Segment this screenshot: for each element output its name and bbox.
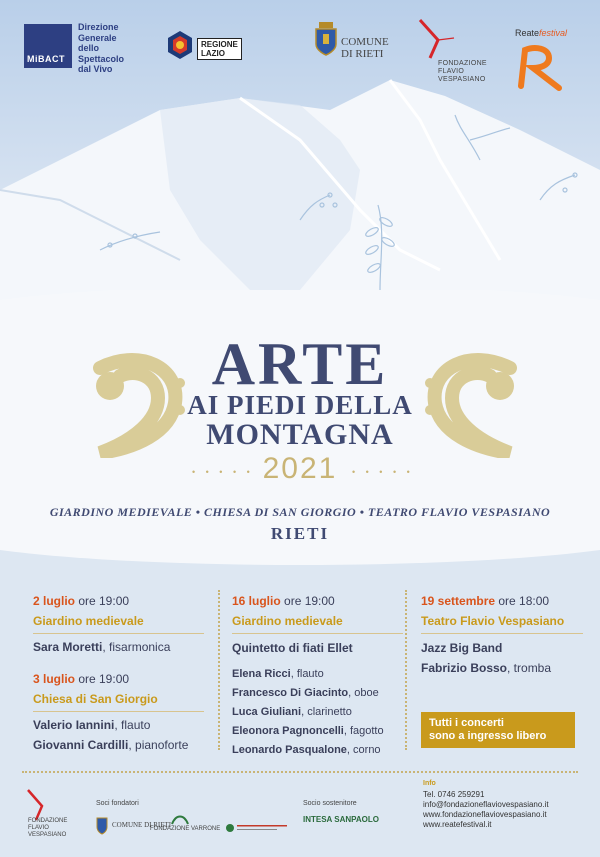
event-datetime xyxy=(33,672,213,686)
city-name: RIETI xyxy=(270,524,330,543)
event-time: ore 19:00 xyxy=(75,594,130,608)
title-arte: ARTE xyxy=(211,331,389,397)
regione-line: LAZIO xyxy=(201,49,225,58)
event-datetime xyxy=(232,594,412,608)
comune-line: DI RIETI xyxy=(341,48,384,60)
performer xyxy=(232,686,412,700)
event-venue: Giardino medievale xyxy=(232,614,403,634)
reate-festival-logo xyxy=(515,28,585,98)
comune-label xyxy=(341,36,389,60)
reate-suffix: festival xyxy=(539,28,568,38)
performer-name: Eleonora Pagnoncelli xyxy=(232,725,344,737)
event-date: 16 luglio xyxy=(232,594,281,608)
event-time: ore 19:00 xyxy=(280,594,335,608)
footer-intesa-logo: INTESA SANPAOLO xyxy=(303,815,380,824)
performer-role: , fisarmonica xyxy=(102,640,171,654)
reate-prefix: Reate xyxy=(515,28,540,38)
contact-info xyxy=(423,790,549,830)
footer-comune-logo: COMUNE DI RIETI xyxy=(112,821,172,829)
flavio-label xyxy=(438,60,487,84)
performer xyxy=(33,718,213,732)
footer-rieti-crest-icon xyxy=(96,815,108,835)
performer-role: , flauto xyxy=(290,668,324,680)
direzione-line: Direzione xyxy=(78,22,119,32)
performer-name: Giovanni Cardilli xyxy=(33,738,129,752)
info-label: Info xyxy=(423,780,436,787)
performer xyxy=(33,640,213,654)
performer-role: , tromba xyxy=(507,661,552,675)
contact-website[interactable]: www.fondazioneflaviovespasiano.it xyxy=(423,810,547,819)
program-column-2 xyxy=(232,594,412,757)
contact-email[interactable]: info@fondazioneflaviovespasiano.it xyxy=(423,800,549,809)
performer-name: Elena Ricci xyxy=(232,668,291,680)
performer xyxy=(421,661,591,675)
free-entry-line: sono a ingresso libero xyxy=(429,730,547,742)
flavio-line: FLAVIO xyxy=(438,68,465,75)
performer-role: , flauto xyxy=(114,718,151,732)
performer xyxy=(232,743,412,757)
rieti-crest-icon xyxy=(315,22,337,56)
direzione-line: Generale xyxy=(78,32,117,43)
title-year: 2021 xyxy=(262,452,338,485)
footer-flavio-line: FONDAZIONE xyxy=(28,818,68,824)
mibact-label: MiBACT xyxy=(27,54,65,64)
footer-varrone-logo: FONDAZIONE VARRONE xyxy=(150,826,221,832)
varrone-leaf-icon xyxy=(170,812,190,826)
event-date: 3 luglio xyxy=(33,672,75,686)
performer-name: Fabrizio Bosso xyxy=(421,661,508,675)
title-line-2: AI PIEDI DELLA xyxy=(187,390,413,420)
flavio-mark-icon xyxy=(418,18,458,63)
footer-divider xyxy=(22,771,578,773)
performer-role: , fagotto xyxy=(343,725,384,737)
fondazione-flavio-logo xyxy=(418,18,498,88)
performer-name: Luca Giuliani xyxy=(232,706,302,718)
program-column-1 xyxy=(33,594,213,770)
performer-name: Valerio Iannini xyxy=(33,718,115,732)
event-time: ore 18:00 xyxy=(495,594,550,608)
performer-name: Francesco Di Giacinto xyxy=(232,687,349,699)
direzione-line: dal Vivo xyxy=(78,64,113,74)
year-dots-left: • • • • • xyxy=(192,467,254,477)
regione-lazio-logo xyxy=(165,30,275,66)
event-date: 19 settembre xyxy=(421,594,496,608)
footer-flavio-line: FLAVIO xyxy=(28,825,49,831)
performer-role: , pianoforte xyxy=(128,738,189,752)
event-venue: Teatro Flavio Vespasiano xyxy=(421,614,583,634)
footer-flavio-label xyxy=(28,818,67,839)
mibact-logo xyxy=(24,24,72,68)
event-3-luglio xyxy=(33,672,213,752)
performer xyxy=(232,724,412,738)
soci-fondatori-label: Soci fondatori xyxy=(96,800,139,807)
event-time: ore 19:00 xyxy=(75,672,130,686)
lazio-emblem-icon xyxy=(165,30,195,60)
direzione-line: Spettacolo xyxy=(78,53,125,64)
reate-festival-label xyxy=(515,28,567,38)
free-entry-badge xyxy=(421,712,575,748)
performer-role: , clarinetto xyxy=(301,706,352,718)
year-dots-right: • • • • • xyxy=(352,467,414,477)
event-datetime xyxy=(421,594,591,608)
event-datetime xyxy=(33,594,213,608)
event-date: 2 luglio xyxy=(33,594,75,608)
socio-sostenitore-label: Socio sostenitore xyxy=(303,800,357,807)
performer xyxy=(232,667,412,681)
performer xyxy=(33,738,213,752)
contact-phone: Tel. 0746 259291 xyxy=(423,790,485,799)
footer-flavio-line: VESPASIANO xyxy=(28,832,67,838)
event-venue: Giardino medievale xyxy=(33,614,204,634)
event-2-luglio xyxy=(33,594,213,654)
performer-name: Sara Moretti xyxy=(33,640,103,654)
comune-rieti-logo xyxy=(315,22,405,72)
regione-line: REGIONE xyxy=(201,40,238,49)
comune-line: COMUNE xyxy=(341,36,389,48)
performer-name: Leonardo Pasqualone xyxy=(232,744,347,756)
flavio-line: VESPASIANO xyxy=(438,76,486,83)
ensemble-name: Quintetto di fiati Ellet xyxy=(232,641,353,655)
column-divider xyxy=(218,590,220,750)
free-entry-line: Tutti i concerti xyxy=(429,717,504,729)
performer xyxy=(232,705,412,719)
flavio-line: FONDAZIONE xyxy=(438,60,487,67)
program-column-3 xyxy=(421,594,591,675)
venues-line: GIARDINO MEDIEVALE • CHIESA DI SAN GIORGIO • TEATRO FLAVIO VESPASIANO xyxy=(49,505,551,519)
footer-partner-logo-icon xyxy=(225,822,295,834)
title-line-3: MONTAGNA xyxy=(206,418,394,451)
performer-role: , corno xyxy=(346,744,381,756)
contact-website[interactable]: www.reatefestival.it xyxy=(423,820,492,829)
event-venue: Chiesa di San Giorgio xyxy=(33,692,204,712)
reate-r-icon xyxy=(515,42,575,92)
ensemble-name: Jazz Big Band xyxy=(421,641,503,655)
direzione-line: dello xyxy=(78,43,100,53)
regione-lazio-label xyxy=(197,38,242,60)
performer-role: , oboe xyxy=(348,687,379,699)
